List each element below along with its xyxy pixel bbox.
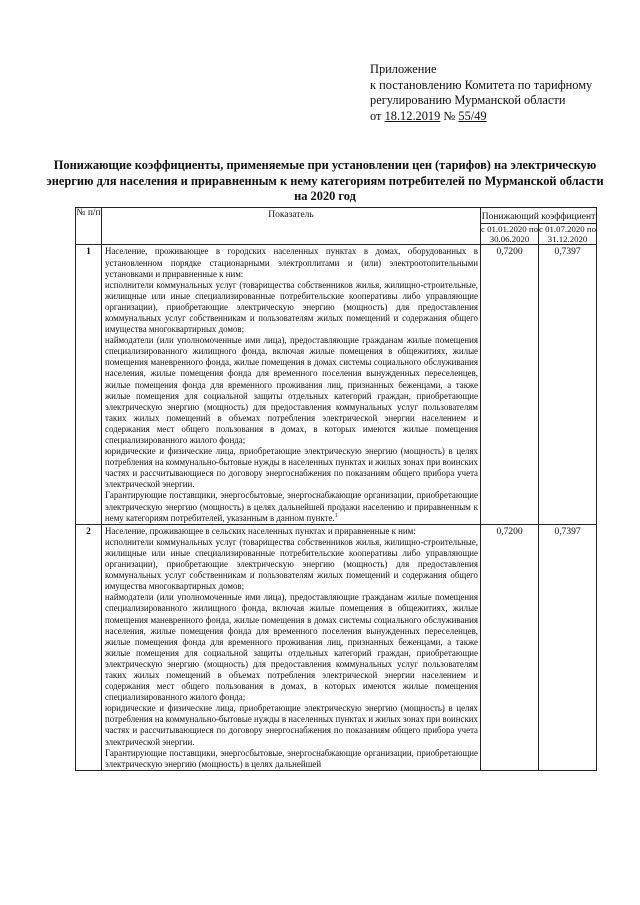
table-row: [76, 524, 597, 770]
appendix-line-2: к постановлению Комитета по тарифному: [370, 77, 593, 92]
row-value-period-1: 0,7200: [481, 524, 539, 770]
document-date: 18.12.2019: [384, 108, 441, 123]
row-paragraph: исполнители коммунальных услуг (товарищества собственников жилья, жилищно-строительные, жилищные или иные специализированные потребительские кооперативы либо управляющие организации), приобретающие электрическую энергию (мощность) для предоставления коммунальных услуг собственникам и пользователям жилых помещений и содержания общего имущества многоквартирных домов;: [105, 536, 478, 592]
row-number: 2: [76, 524, 102, 770]
appendix-line-3: регулированию Мурманской области: [370, 93, 566, 107]
appendix-line-1: Приложение: [370, 62, 437, 76]
row-paragraph: Население, проживающее в городских населенных пунктах в домах, оборудованных в установленном порядке стационарными электроплитами и (или) электроотопительными установками и приравненные к ним:: [105, 246, 478, 279]
row-paragraph: наймодатели (или уполномоченные ими лица), предоставляющие гражданам жилые помещения специализированного жилищного фонда, включая жилые помещения в общежитиях, жилые помещения маневренного фонда, жилые помещения в домах системы социального обслуживания населения, жилые помещения фонда для временного поселения вынужденных переселенцев, жилые помещения фонда для временного проживания лиц, признанных беженцами, а также жилые помещения для социальной защиты отдельных категорий граждан, приобретающие электрическую энергию (мощность) для предоставления коммунальных услуг пользователям таких жилых помещений в объемах потребления электрической энергии населением и содержания мест общего пользования в домах, в которых имеются жилые помещения специализированного жилого фонда;: [105, 592, 478, 703]
row-paragraph: [105, 490, 478, 523]
footnote-mark: 1: [334, 512, 338, 519]
header-period-1: с 01.01.2020 по 30.06.2020: [481, 224, 538, 245]
header-period-2: с 01.07.2020 по 31.12.2020: [539, 224, 596, 245]
header-num: № п/п: [76, 208, 102, 245]
header-coefficient: Понижающий коэффициент: [481, 208, 597, 224]
row-number: 1: [76, 245, 102, 524]
number-prefix: №: [443, 108, 456, 123]
row-value-period-1: 0,7200: [481, 245, 539, 524]
coefficients-table: [75, 207, 597, 771]
row-paragraph-text: Гарантирующие поставщики, энергосбытовые, энергоснабжающие организации, приобретающие электрическую энергию (мощность) в целях дальнейшей продажи населению и приравненным к нему категориям потребителей, указанным в данном пункте.: [105, 490, 478, 523]
row-value-period-2: 0,7397: [539, 245, 597, 524]
date-prefix: от: [370, 108, 382, 123]
row-paragraph: наймодатели (или уполномоченные ими лица), предоставляющие гражданам жилые помещения специализированного жилищного фонда, включая жилые помещения в общежитиях, жилые помещения маневренного фонда, жилые помещения в домах системы социального обслуживания населения, жилые помещения фонда для временного поселения вынужденных переселенцев, жилые помещения фонда для временного проживания лиц, признанных беженцами, а также жилые помещения для социальной защиты отдельных категорий граждан, приобретающие электрическую энергию (мощность) для предоставления коммунальных услуг пользователям таких жилых помещений в объемах потребления электрической энергии населением и содержания мест общего пользования в домах, в которых имеются жилые помещения специализированного жилого фонда;: [105, 335, 478, 445]
table-row: [76, 245, 597, 524]
row-indicator: [102, 524, 481, 770]
row-paragraph: Гарантирующие поставщики, энергосбытовые, энергоснабжающие организации, приобретающие электрическую энергию (мощность) в целях дальнейшей: [105, 747, 478, 769]
header-indicator: Показатель: [102, 208, 481, 245]
document-number: 55/49: [458, 108, 487, 123]
row-indicator: [102, 245, 481, 524]
row-paragraph: юридические и физические лица, приобретающие электрическую энергию (мощность) в целях потребления на коммунально-бытовые нужды в населенных пунктах и жилых зонах при воинских частях и рассчитывающиеся по договору энергоснабжения по показаниям общего прибора учета электрической энергии.: [105, 446, 478, 490]
appendix-block: [370, 62, 630, 124]
document-title: Понижающие коэффициенты, применяемые при установлении цен (тарифов) на электрическую энергию для населения и приравненным к нему категориям потребителей по Мурманской области на 2020 год: [46, 158, 604, 203]
table-header-row: [76, 208, 597, 224]
row-value-period-2: 0,7397: [539, 524, 597, 770]
row-paragraph: юридические и физические лица, приобретающие электрическую энергию (мощность) в целях потребления на коммунально-бытовые нужды в населенных пунктах и жилых зонах при воинских частях и рассчитывающиеся по договору энергоснабжения по показаниям общего прибора учета электрической энергии.: [105, 703, 478, 747]
row-paragraph: исполнители коммунальных услуг (товарищества собственников жилья, жилищно-строительные, жилищные или иные специализированные потребительские кооперативы либо управляющие организации), приобретающие электрическую энергию (мощность) для предоставления коммунальных услуг собственникам и пользователям жилых помещений и содержания общего имущества многоквартирных домов;: [105, 279, 478, 335]
row-paragraph: Население, проживающее в сельских населенных пунктах и приравненные к ним:: [105, 525, 416, 536]
appendix-date-line: [370, 109, 630, 125]
